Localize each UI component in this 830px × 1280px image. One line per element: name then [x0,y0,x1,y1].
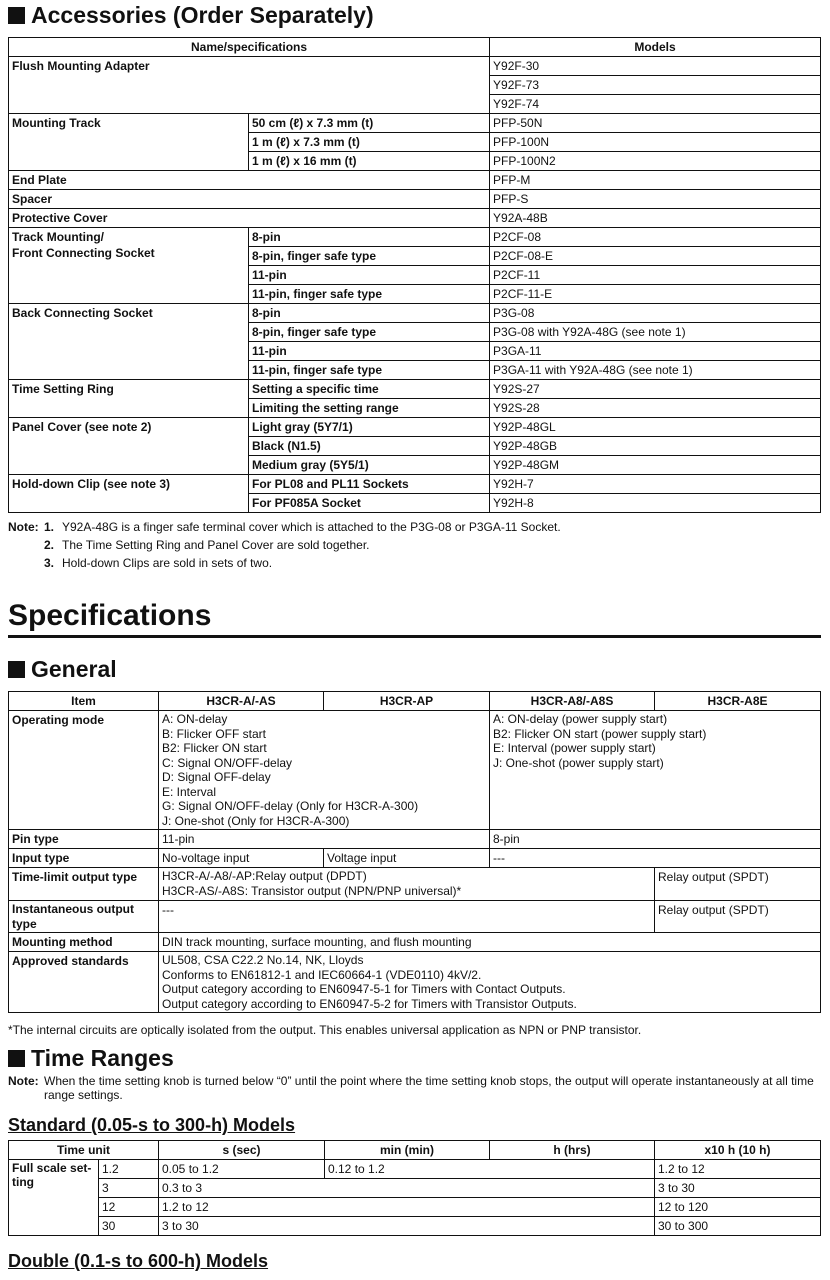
note-row: 3. Hold-down Clips are sold in sets of two. [44,556,273,570]
table-row: For PF085A Socket Y92H-8 [9,494,821,513]
table-row: 1 m (ℓ) x 7.3 mm (t) PFP-100N [9,133,821,152]
specifications-title: Specifications [8,599,212,632]
accessories-heading: Accessories (Order Separately) [8,2,821,28]
table-row: Time Setting Ring Setting a specific time Y92S-27 [9,380,821,399]
time-ranges-note: Note: When the time setting knob is turned below “0” until the point where the time setting knob stops, the output will operate instantaneously at all time range settings. [8,1074,814,1102]
title-rule [8,635,821,638]
square-bullet-icon [8,661,25,678]
table-header-row: Item H3CR-A/-AS H3CR-AP H3CR-A8/-A8S H3CR-A8E [9,692,821,711]
table-row: Back Connecting Socket 8-pin P3G-08 [9,304,821,323]
table-header-row: Time unit s (sec) min (min) h (hrs) x10 h (10 h) [9,1141,821,1160]
table-row: Operating mode A: ON-delay B: Flicker OFF start B2: Flicker ON start C: Signal ON/OFF-delay D: Signal OFF-delay E: Interval G: Signal ON/OFF-delay (Only for H3CR-A-300) J: One-shot (Only for H3CR-A-300) A: ON-delay (power supply start) B2: Flicker ON start (power supply start) E: Interval (power supply start) J: One-shot (power supply start) [9,711,821,830]
note-row: 2. The Time Setting Ring and Panel Cover are sold together. [44,538,370,552]
table-row: 3 0.3 to 3 3 to 30 [9,1179,821,1198]
table-row: 11-pin P3GA-11 [9,342,821,361]
table-row: Limiting the setting range Y92S-28 [9,399,821,418]
accessories-notes [8,518,821,572]
table-row: 8-pin, finger safe type P2CF-08-E [9,247,821,266]
table-row: Full scale set- ting 1.2 0.05 to 1.2 0.12 to 1.2 1.2 to 12 [9,1160,821,1179]
table-row: 30 3 to 30 30 to 300 [9,1217,821,1236]
table-row: Mounting method DIN track mounting, surface mounting, and flush mounting [9,933,821,952]
standard-models-heading: Standard (0.05-s to 300-h) Models [8,1115,296,1135]
square-bullet-icon [8,7,25,24]
table-row: Medium gray (5Y5/1) Y92P-48GM [9,456,821,475]
general-heading: General [8,656,821,682]
table-row: Mounting Track 50 cm (ℓ) x 7.3 mm (t) PFP-50N [9,114,821,133]
double-models-heading: Double (0.1-s to 600-h) Models [8,1251,269,1271]
table-row: Spacer PFP-S [9,190,821,209]
table-row: 11-pin, finger safe type P3GA-11 with Y92A-48G (see note 1) [9,361,821,380]
table-row: Black (N1.5) Y92P-48GB [9,437,821,456]
table-row: 11-pin, finger safe type P2CF-11-E [9,285,821,304]
table-row: 12 1.2 to 12 12 to 120 [9,1198,821,1217]
table-row: End Plate PFP-M [9,171,821,190]
time-ranges-table [8,1140,821,1236]
table-row: Input type No-voltage input Voltage input --- [9,849,821,868]
table-row: Instantaneous output type --- Relay output (SPDT) [9,901,821,933]
table-row: Track Mounting/ Front Connecting Socket 8-pin P2CF-08 [9,228,821,247]
note-row: Note: 1. Y92A-48G is a finger safe terminal cover which is attached to the P3G-08 or P3GA-11 Socket. [8,520,561,534]
accessories-table [8,37,821,513]
time-ranges-heading: Time Ranges [8,1045,821,1071]
table-row: Protective Cover Y92A-48B [9,209,821,228]
table-row: Pin type 11-pin 8-pin [9,830,821,849]
table-row: Panel Cover (see note 2) Light gray (5Y7/1) Y92P-48GL [9,418,821,437]
table-row: Y92F-74 [9,95,821,114]
table-header-row: Name/specifications Models [9,38,821,57]
general-table [8,691,821,1013]
square-bullet-icon [8,1050,25,1067]
table-row: 1 m (ℓ) x 16 mm (t) PFP-100N2 [9,152,821,171]
table-row: Y92F-73 [9,76,821,95]
table-row: Time-limit output type H3CR-A/-A8/-AP:Relay output (DPDT) H3CR-AS/-A8S: Transistor output (NPN/PNP universal)* Relay output (SPDT) [9,868,821,901]
table-row: Hold-down Clip (see note 3) For PL08 and PL11 Sockets Y92H-7 [9,475,821,494]
table-row: 11-pin P2CF-11 [9,266,821,285]
general-footnote: *The internal circuits are optically isolated from the output. This enables universal application as NPN or PNP transistor. [8,1023,642,1037]
table-row: Flush Mounting Adapter Y92F-30 [9,57,821,76]
table-row: Approved standards UL508, CSA C22.2 No.14, NK, Lloyds Conforms to EN61812-1 and IEC60664-1 (VDE0110) 4kV/2. Output category according to EN60947-5-1 for Timers with Contact Outputs. Output category according to EN60947-5-2 for Timers with Transistor Outputs. [9,952,821,1013]
table-row: 8-pin, finger safe type P3G-08 with Y92A-48G (see note 1) [9,323,821,342]
